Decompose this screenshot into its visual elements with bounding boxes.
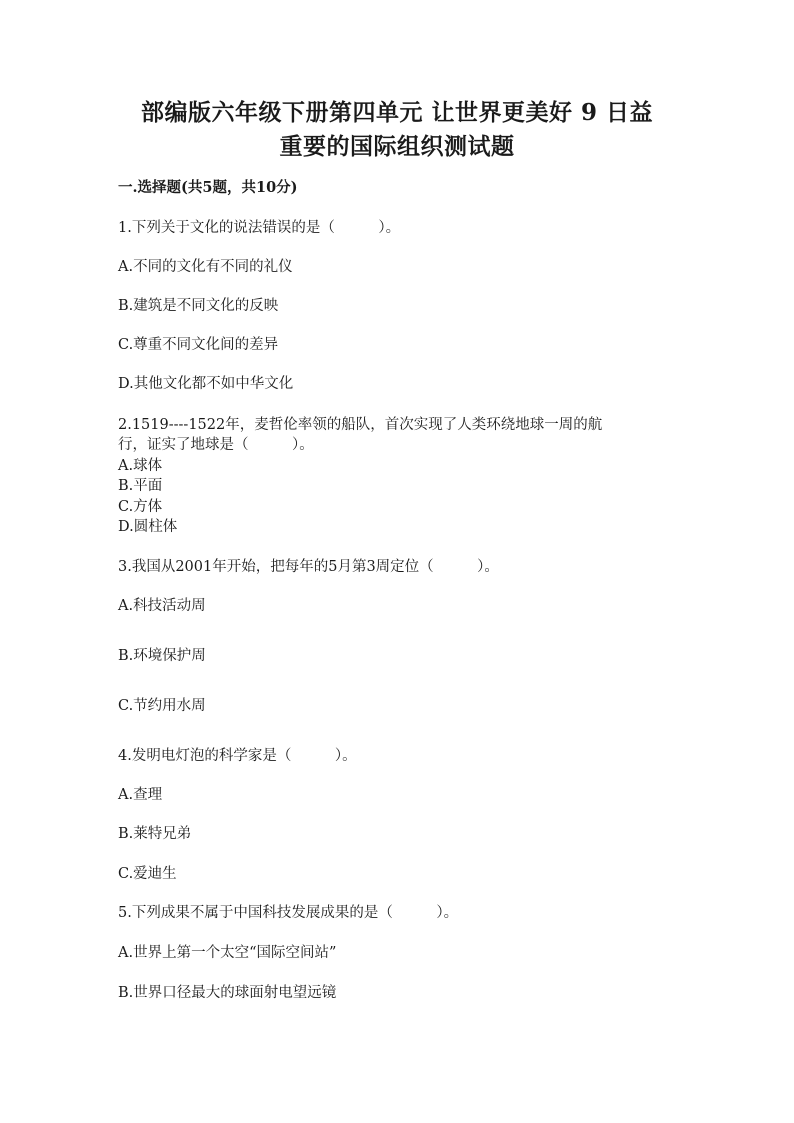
question-2-option-b: B.平面 [118, 478, 163, 494]
question-3-option-c: C.节约用水周 [118, 698, 206, 714]
question-4-option-b: B.莱特兄弟 [118, 826, 192, 842]
question-3-option-b: B.环境保护周 [118, 648, 206, 664]
question-5-option-b: B.世界口径最大的球面射电望远镜 [118, 985, 337, 1001]
page-title [100, 96, 694, 164]
question-2-stem-line-1: 2.1519----1522年，麦哲伦率领的船队，首次实现了人类环绕地球一周的航 [118, 417, 603, 433]
question-4-option-a: A.查理 [118, 787, 163, 803]
question-5-option-a: A.世界上第一个太空“国际空间站” [118, 945, 337, 961]
question-2-option-d: D.圆柱体 [118, 519, 178, 535]
question-5-stem: 5.下列成果不属于中国科技发展成果的是（ ）。 [118, 905, 459, 921]
question-2-option-a: A.球体 [118, 458, 163, 474]
question-4-option-c: C.爱迪生 [118, 866, 177, 882]
question-2-stem-line-2: 行，证实了地球是（ ）。 [118, 437, 314, 453]
question-2-option-c: C.方体 [118, 499, 163, 515]
question-1-option-a: A.不同的文化有不同的礼仪 [118, 259, 293, 275]
title-line-1: 部编版六年级下册第四单元 让世界更美好 9 日益 [140, 99, 654, 126]
question-3-stem: 3.我国从2001年开始，把每年的5月第3周定位（ ）。 [118, 559, 499, 575]
question-1-stem: 1.下列关于文化的说法错误的是（ ）。 [118, 220, 401, 236]
question-4-stem: 4.发明电灯泡的科学家是（ ）。 [118, 748, 357, 764]
question-3-option-a: A.科技活动周 [118, 598, 206, 614]
question-1-option-d: D.其他文化都不如中华文化 [118, 376, 294, 392]
question-1-option-c: C.尊重不同文化间的差异 [118, 337, 279, 353]
section-heading: 一.选择题(共5题，共10分) [118, 179, 298, 196]
title-line-2: 重要的国际组织测试题 [279, 133, 515, 160]
question-1-option-b: B.建筑是不同文化的反映 [118, 298, 279, 314]
